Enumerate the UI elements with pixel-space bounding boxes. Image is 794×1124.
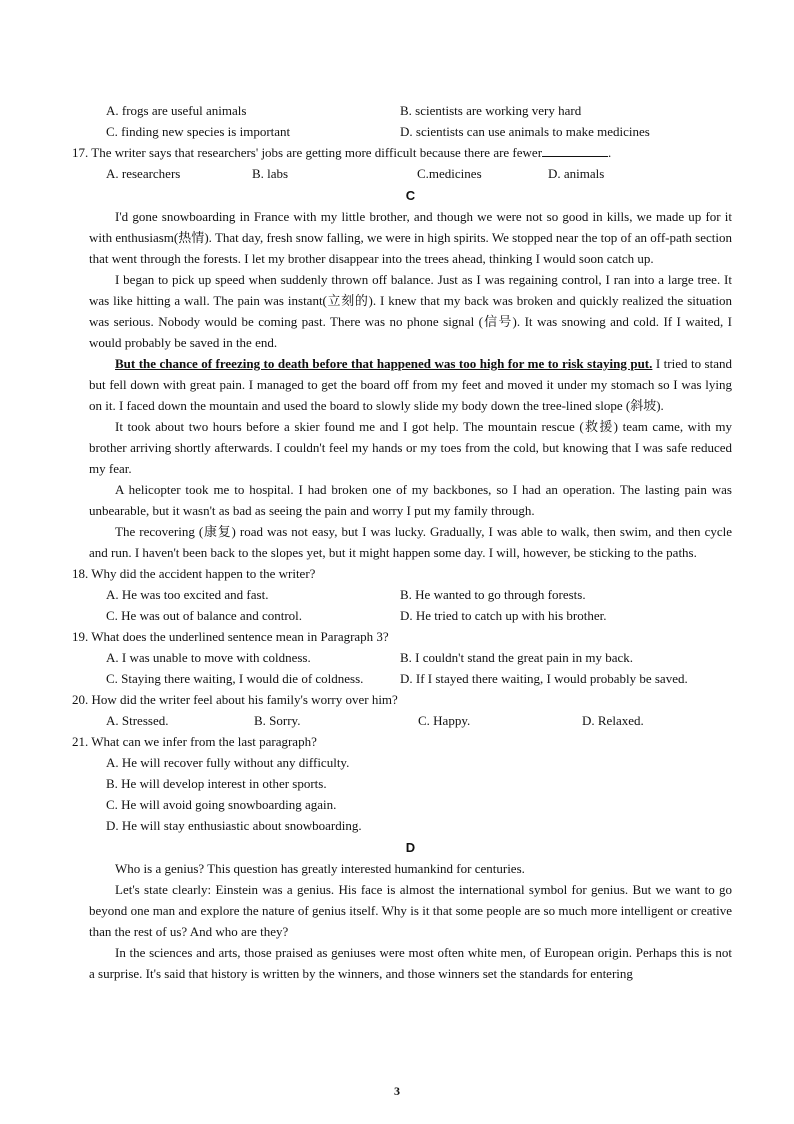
section-c-heading: C	[405, 188, 416, 203]
q20-options	[89, 710, 732, 731]
q21-stem: 21. What can we infer from the last paragraph?	[72, 734, 317, 749]
section-c-paragraph-4: It took about two hours before a skier found me and I got help. The mountain rescue (救援) team came, with my brother arriving shortly afterwards. I couldn't feel my hands or my toes from the cold, but knowing that I was safe reduced my fear.	[89, 419, 732, 476]
q21-option-a[interactable]: A. He will recover fully without any difficulty.	[106, 755, 350, 770]
q16-option-d[interactable]: D. scientists can use animals to make medicines	[400, 124, 650, 139]
q17-option-b[interactable]: B. labs	[252, 166, 289, 181]
q16-option-b[interactable]: B. scientists are working very hard	[400, 103, 582, 118]
section-d-paragraph-3: In the sciences and arts, those praised as geniuses were most often white men, of European origin. Perhaps this is not a surprise. It's said that history is written by the winners, and those winners set the standards for entering	[89, 945, 732, 981]
section-d-heading: D	[405, 840, 416, 855]
q17-option-a[interactable]: A. researchers	[106, 166, 181, 181]
q20-option-b[interactable]: B. Sorry.	[254, 713, 301, 728]
q19-option-b[interactable]: B. I couldn't stand the great pain in my back.	[400, 650, 634, 665]
section-d-paragraph-2: Let's state clearly: Einstein was a genius. His face is almost the international symbol for genius. But we want to go beyond one man and explore the nature of genius itself. Why is it that some people are so much more intelligent or creative than the rest of us? And who are they?	[89, 882, 732, 939]
q20-stem: 20. How did the writer feel about his family's worry over him?	[72, 692, 398, 707]
q18-option-d[interactable]: D. He tried to catch up with his brother.	[400, 608, 607, 623]
q18-stem: 18. Why did the accident happen to the writer?	[72, 566, 316, 581]
q21-option-c[interactable]: C. He will avoid going snowboarding again.	[106, 797, 337, 812]
q18-option-b[interactable]: B. He wanted to go through forests.	[400, 587, 586, 602]
q21-option-b[interactable]: B. He will develop interest in other sports.	[106, 776, 327, 791]
q17-option-c[interactable]: C.medicines	[417, 166, 482, 181]
underlined-sentence: But the chance of freezing to death before that happened was too high for me to risk staying put.	[115, 356, 653, 371]
q16-options-row-2	[89, 121, 732, 142]
q17-stem: 17. The writer says that researchers' jobs are getting more difficult because there are fewer	[72, 145, 543, 160]
q20-option-c[interactable]: C. Happy.	[418, 713, 471, 728]
q19-options-row-1	[89, 647, 732, 668]
q21-option-d[interactable]: D. He will stay enthusiastic about snowboarding.	[106, 818, 362, 833]
q17-options	[89, 163, 732, 184]
q17-answer-blank[interactable]	[542, 142, 608, 157]
section-d-paragraph-1: Who is a genius? This question has greatly interested humankind for centuries.	[115, 861, 525, 876]
q18-options-row-2	[89, 605, 732, 626]
q16-option-c[interactable]: C. finding new species is important	[106, 124, 291, 139]
section-c-paragraph-2: I began to pick up speed when suddenly thrown off balance. Just as I was regaining control, I ran into a large tree. It was like hitting a wall. The pain was instant(立刻的). I knew that my back was broken and quickly realized the situation was serious. Nobody would be coming past. There was no phone signal (信号). It was snowing and cold. If I waited, I would probably be saved in the end.	[89, 272, 732, 350]
q19-option-d[interactable]: D. If I stayed there waiting, I would probably be saved.	[400, 671, 688, 686]
section-c-paragraph-3-rest: I tried to stand but fell down with great pain. I managed to get the board off from my feet and moved it under my stomach so I was lying on it. I faced down the mountain and used the board to slowly slide my body down the tree-lined slope (斜坡).	[89, 356, 732, 413]
section-c-paragraph-3	[89, 353, 732, 416]
q18-option-a[interactable]: A. He was too excited and fast.	[106, 587, 269, 602]
section-c-paragraph-6: The recovering (康复) road was not easy, but I was lucky. Gradually, I was able to walk, then swim, and then cycle and run. I haven't been back to the slopes yet, but it might happen some day. I will, however, be sticking to the paths.	[89, 524, 732, 560]
q18-options-row-1	[89, 584, 732, 605]
page-number: 3	[394, 1084, 400, 1098]
q19-option-a[interactable]: A. I was unable to move with coldness.	[106, 650, 311, 665]
q19-option-c[interactable]: C. Staying there waiting, I would die of coldness.	[106, 671, 364, 686]
q17-stem-end: .	[608, 145, 612, 160]
section-c-paragraph-5: A helicopter took me to hospital. I had broken one of my backbones, so I had an operation. The lasting pain was unbearable, but it wasn't as bad as seeing the pain and worry I put my family through.	[89, 482, 732, 518]
q19-options-row-2	[89, 668, 732, 689]
q17-option-d[interactable]: D. animals	[548, 166, 605, 181]
q16-options-row-1	[89, 100, 732, 121]
q19-stem: 19. What does the underlined sentence mean in Paragraph 3?	[72, 629, 389, 644]
q20-option-a[interactable]: A. Stressed.	[106, 713, 169, 728]
q18-option-c[interactable]: C. He was out of balance and control.	[106, 608, 303, 623]
q17-question	[72, 142, 732, 163]
section-c-paragraph-1: I'd gone snowboarding in France with my little brother, and though we were not so good in kills, we made up for it with enthusiasm(热情). That day, fresh snow falling, we were in high spirits. We stopped near the top of an off-path section that went through the forests. I let my brother disappear into the trees ahead, thinking I would soon catch up.	[89, 209, 732, 266]
q20-option-d[interactable]: D. Relaxed.	[582, 713, 644, 728]
q16-option-a[interactable]: A. frogs are useful animals	[106, 103, 247, 118]
